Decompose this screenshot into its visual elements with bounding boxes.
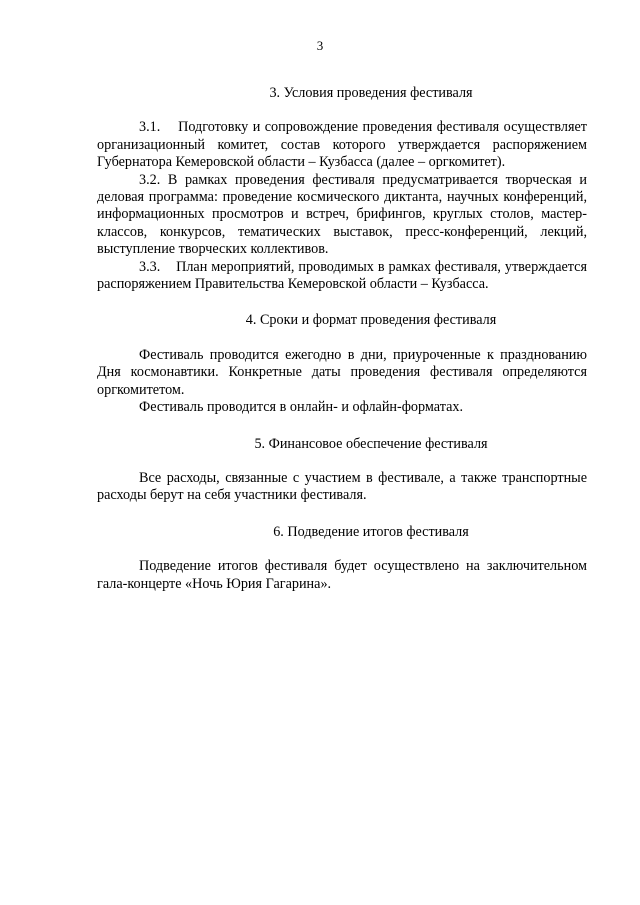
paragraph-3-2: 3.2. В рамках проведения фестиваля предусматривается творческая и деловая программа: проведение космического диктанта, научных конференций, информационных просмотров и встреч, брифингов, круглых столов, мастер-классов, конкурсов, тематических выставок, пресс-конференций, лекций, выступление творческих коллективов. bbox=[97, 171, 587, 258]
paragraph-results-1: Подведение итогов фестиваля будет осуществлено на заключительном гала-концерте «Ночь Юрия Гагарина». bbox=[97, 558, 587, 592]
page-number: 3 bbox=[316, 38, 324, 53]
paragraph-finance-1: Все расходы, связанные с участием в фестивале, а также транспортные расходы берут на себя участники фестиваля. bbox=[97, 469, 587, 504]
section-heading-terms: 4. Сроки и формат проведения фестиваля bbox=[245, 312, 497, 329]
section-heading-finance: 5. Финансовое обеспечение фестиваля bbox=[254, 435, 488, 452]
section-heading-results: 6. Подведение итогов фестиваля bbox=[273, 523, 469, 540]
section-heading-conditions: 3. Условия проведения фестиваля bbox=[269, 85, 473, 101]
document-body bbox=[97, 85, 587, 593]
paragraph-3-3: 3.3. План мероприятий, проводимых в рамках фестиваля, утверждается распоряжением Правительства Кемеровской области – Кузбасса. bbox=[97, 258, 587, 293]
paragraph-terms-1: Фестиваль проводится ежегодно в дни, приуроченные к празднованию Дня космонавтики. Конкретные даты проведения фестиваля определяются оргкомитетом. bbox=[97, 346, 587, 398]
paragraph-3-1: 3.1. Подготовку и сопровождение проведения фестиваля осуществляет организационный комитет, состав которого утверждается распоряжением Губернатора Кемеровской области – Кузбасса (далее – оргкомитет). bbox=[97, 119, 587, 171]
paragraph-terms-2: Фестиваль проводится в онлайн- и офлайн-форматах. bbox=[139, 399, 464, 416]
